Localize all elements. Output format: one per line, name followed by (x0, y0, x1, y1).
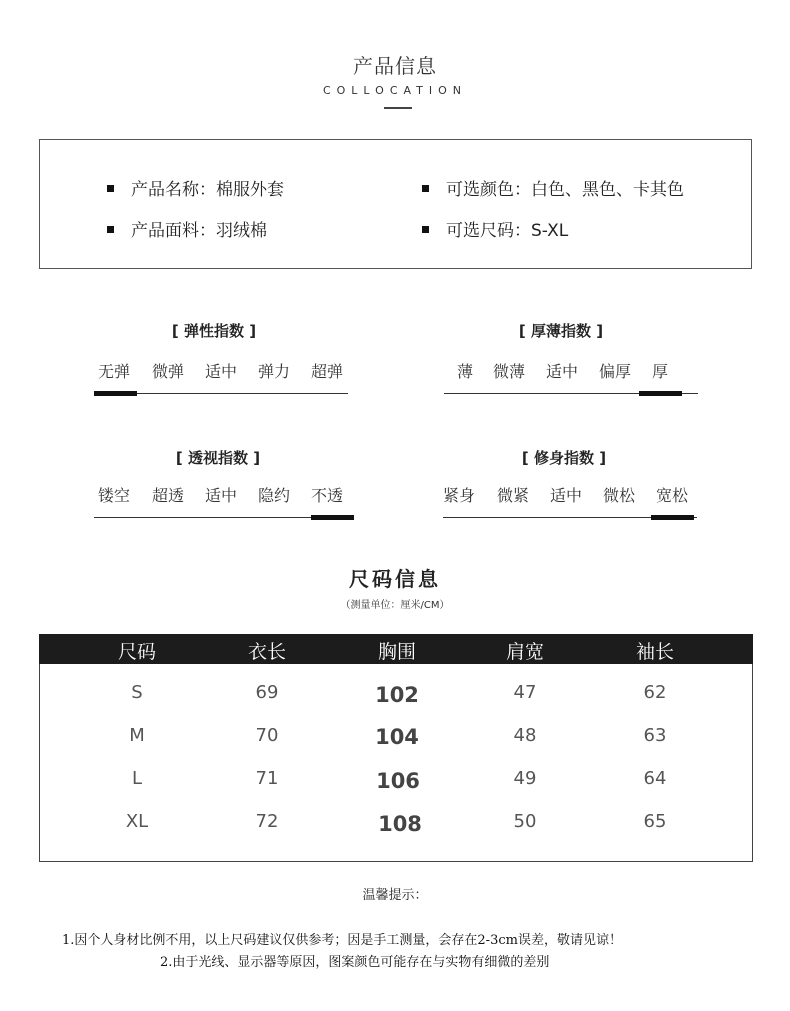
index-option: 微松 (603, 486, 636, 505)
bullet-icon (107, 226, 114, 233)
table-cell: 72 (255, 811, 279, 832)
transparency-index-options (98, 483, 351, 506)
table-cell: 49 (513, 768, 537, 789)
table-cell: 64 (643, 768, 667, 789)
thickness-index-title: [ 厚薄指数 ] (518, 322, 604, 340)
info-item-colors (422, 175, 684, 200)
thickness-index-marker (639, 391, 682, 396)
fit-index-options (443, 483, 696, 506)
page-subtitle: COLLOCATION (322, 84, 468, 97)
table-cell: 69 (255, 682, 279, 703)
index-option: 厚 (652, 362, 669, 381)
table-cell: S (131, 682, 143, 703)
table-cell: 50 (513, 811, 537, 832)
bullet-icon (422, 185, 429, 192)
info-item-fabric (107, 216, 267, 241)
index-option: 适中 (550, 486, 583, 505)
table-cell: 47 (513, 682, 537, 703)
elasticity-index-options (98, 359, 351, 382)
index-option: 微薄 (493, 362, 526, 381)
title-divider (384, 107, 412, 109)
index-option: 镂空 (98, 486, 131, 505)
table-cell: 70 (255, 725, 279, 746)
info-value: S-XL (531, 221, 569, 241)
table-header-cell: 袖长 (635, 641, 674, 663)
index-option: 薄 (457, 362, 474, 381)
index-option: 无弹 (98, 362, 131, 381)
table-cell: XL (125, 811, 149, 832)
info-label: 可选颜色： (446, 180, 531, 200)
elasticity-index-title: [ 弹性指数 ] (171, 322, 257, 340)
index-option: 适中 (546, 362, 579, 381)
index-option: 适中 (205, 362, 238, 381)
info-label: 可选尺码： (446, 221, 531, 241)
tips-title: 温馨提示： (362, 888, 428, 903)
bullet-icon (107, 185, 114, 192)
info-item-name (107, 175, 284, 200)
table-cell: 104 (375, 725, 419, 749)
index-option: 弹力 (258, 362, 291, 381)
tip-line: 1.因个人身材比例不用，以上尺码建议仅供参考；因是手工测量，会存在2-3cm误差，敬请见谅！ (62, 933, 622, 948)
index-option: 超透 (152, 486, 185, 505)
index-option: 偏厚 (599, 362, 632, 381)
info-item-sizes (422, 216, 568, 241)
index-option: 微紧 (497, 486, 530, 505)
index-option: 宽松 (656, 486, 689, 505)
bullet-icon (422, 226, 429, 233)
table-header-cell: 尺码 (117, 641, 156, 663)
table-header-cell: 胸围 (377, 641, 416, 663)
info-value: 白色、黑色、卡其色 (531, 180, 684, 200)
thickness-index-options (457, 359, 676, 382)
table-cell: 102 (375, 683, 419, 707)
table-header-cell: 衣长 (247, 641, 286, 663)
info-value: 棉服外套 (216, 180, 284, 200)
index-option: 微弹 (152, 362, 185, 381)
elasticity-index-marker (94, 391, 137, 396)
size-info-title: 尺码信息 (349, 567, 441, 591)
table-cell: 65 (643, 811, 667, 832)
table-cell: 108 (378, 812, 422, 836)
page-title: 产品信息 (353, 54, 437, 78)
table-cell: M (129, 725, 145, 746)
info-value: 羽绒棉 (216, 221, 267, 241)
info-label: 产品名称： (131, 180, 216, 200)
table-cell: 71 (255, 768, 279, 789)
table-header-cell: 肩宽 (505, 641, 544, 663)
size-unit-note: （测量单位：厘米/CM） (340, 600, 450, 611)
fit-index-title: [ 修身指数 ] (521, 449, 607, 467)
table-cell: 62 (643, 682, 667, 703)
index-option: 适中 (205, 486, 238, 505)
transparency-index-title: [ 透视指数 ] (175, 449, 261, 467)
index-option: 不透 (311, 486, 344, 505)
tip-line: 2.由于光线、显示器等原因，图案颜色可能存在与实物有细微的差别 (160, 955, 550, 970)
index-option: 紧身 (443, 486, 476, 505)
product-info-box (39, 139, 752, 269)
table-cell: 106 (376, 769, 420, 793)
index-option: 超弹 (311, 362, 344, 381)
table-cell: 48 (513, 725, 537, 746)
table-cell: L (131, 768, 143, 789)
index-option: 隐约 (258, 486, 291, 505)
fit-index-marker (651, 515, 694, 520)
transparency-index-marker (311, 515, 354, 520)
info-label: 产品面料： (131, 221, 216, 241)
table-cell: 63 (643, 725, 667, 746)
